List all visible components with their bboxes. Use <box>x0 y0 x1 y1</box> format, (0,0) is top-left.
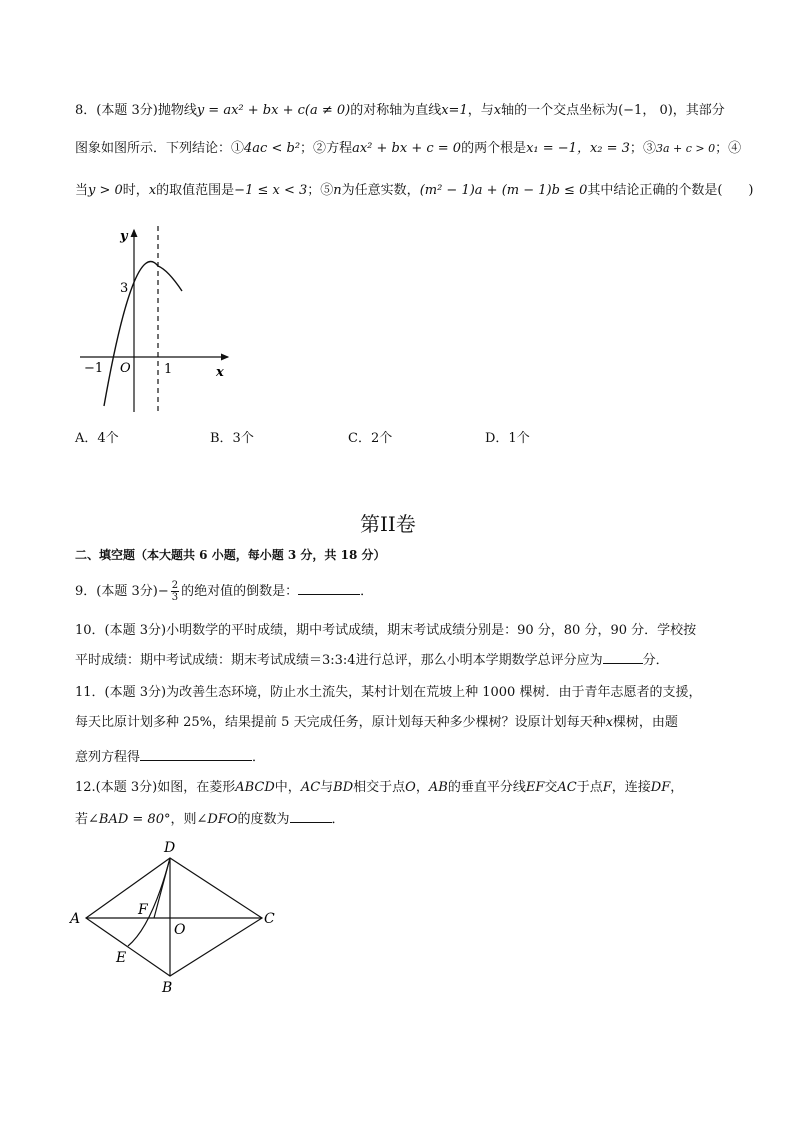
equation: ax² + bx + c = 0 <box>352 141 462 156</box>
tick-label-neg1: −1 <box>84 361 104 376</box>
q10-line-1: 10．(本题 3分)小明数学的平时成绩，期中考试成绩，期末考试成绩分别是：90 分，80 分，90 分．学校按 <box>75 623 697 638</box>
conclusion-5-marker: ⑤ <box>320 183 334 198</box>
section-heading: 二、填空题（本大题共 6 小题，每小题 3 分，共 18 分） <box>75 548 386 562</box>
q10-answer-blank[interactable] <box>603 651 643 664</box>
option-b[interactable]: B．3个 <box>210 431 254 446</box>
tick-label-1: 1 <box>164 362 173 377</box>
option-a[interactable]: A．4个 <box>75 431 119 446</box>
y-axis-label: y <box>120 229 128 244</box>
q11-line-2: 每天比原计划多种 25%，结果提前 5 天完成任务，原计划每天种多少棵树？设原计划每天种x棵树，由题 <box>75 715 678 730</box>
q8-line-1: 8．(本题 3分)抛物线y = ax² + bx + c(a ≠ 0)的对称轴为直线x=1，与x轴的一个交点坐标为(−1， 0)，其部分 <box>75 103 725 118</box>
q9: 9．(本题 3分)− $\frac{2}{3}$ 的绝对值的倒数是： ． <box>75 580 374 603</box>
label-f: F <box>138 902 148 918</box>
conclusion-3: 3a + c > 0 <box>655 142 716 155</box>
label-d: D <box>164 840 176 856</box>
option-c[interactable]: C．2个 <box>348 431 393 446</box>
q8-line-3: 当y > 0时，x的取值范围是−1 ≤ x < 3；⑤n为任意实数，(m² − 1)a + (m − 1)b ≤ 0其中结论正确的个数是( ) <box>75 183 754 198</box>
label-a: A <box>70 911 81 927</box>
conclusion-1-marker: ① <box>231 141 245 156</box>
inequality: (m² − 1)a + (m − 1)b ≤ 0 <box>419 183 588 198</box>
q12-line-2: 若∠BAD = 80°，则∠DFO的度数为 ． <box>75 812 345 827</box>
tick-label-3: 3 <box>120 281 129 296</box>
label-o: O <box>174 922 186 938</box>
range: −1 ≤ x < 3 <box>234 183 308 198</box>
conclusion-1: 4ac < b² <box>244 141 301 156</box>
rhombus-figure <box>66 836 286 996</box>
q12-answer-blank[interactable] <box>290 810 332 823</box>
label-e: E <box>116 950 127 966</box>
rhombus-abcd <box>86 858 262 976</box>
label-b: B <box>162 980 173 996</box>
parabola-curve <box>104 262 182 407</box>
label-c: C <box>264 911 275 927</box>
parabola-graph <box>78 222 248 417</box>
q12-line-1: 12.(本题 3分)如图，在菱形ABCD中，AC与BD相交于点O，AB的垂直平分线EF交AC于点F，连接DF， <box>75 780 684 795</box>
roots: x₁ = −1，x₂ = 3 <box>526 141 630 156</box>
q10-line-2: 平时成绩：期中考试成绩：期末考试成绩＝3:3:4进行总评，那么小明本学期数学总评分应为 分． <box>75 653 669 668</box>
fraction: $\frac{2}{3}$ <box>171 580 179 603</box>
q8-line-2: 图象如图所示．下列结论：①4ac < b²；②方程ax² + bx + c = 0的两个根是x₁ = −1，x₂ = 3；③3a + c > 0；④ <box>75 141 742 156</box>
q11-line-3: 意列方程得 ． <box>75 750 266 765</box>
conclusion-2-marker: ② <box>313 141 327 156</box>
option-d[interactable]: D．1个 <box>485 431 530 446</box>
x-axis-label: x <box>216 365 224 380</box>
conclusion-4-marker: ④ <box>728 141 742 156</box>
q11-line-1: 11．(本题 3分)为改善生态环境，防止水土流失，某村计划在荒坡上种 1000 棵树．由于青年志愿者的支援， <box>75 685 702 700</box>
conclusion-3-marker: ③ <box>642 141 656 156</box>
q8-function: y = ax² + bx + c(a ≠ 0) <box>196 103 351 118</box>
q11-answer-blank[interactable] <box>140 748 252 761</box>
origin-label: O <box>120 361 131 376</box>
segment-ef <box>128 858 170 946</box>
q9-answer-blank[interactable] <box>298 582 360 595</box>
part2-title: 第II卷 <box>360 512 416 536</box>
